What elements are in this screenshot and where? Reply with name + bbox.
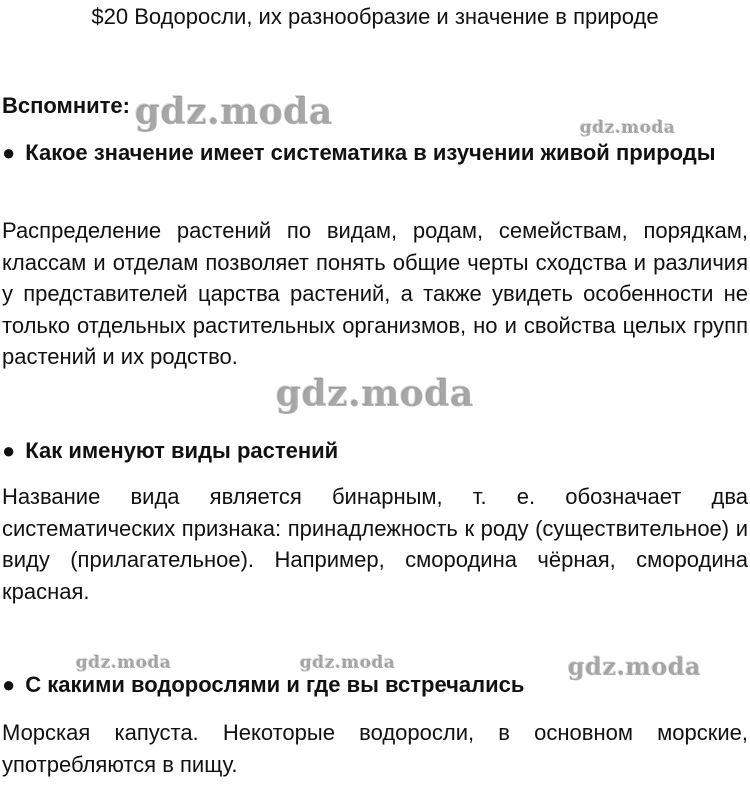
page-title: $20 Водоросли, их разнообразие и значение в природе — [91, 4, 659, 29]
watermark-logo: gdz.moda — [300, 653, 396, 673]
question-2 — [2, 435, 748, 466]
answer-2: Название вида является бинарным, т. е. обозначает два систематических признака: принадлежность к роду (существительное) и виду (прилагательное). Например, смородина чёрная, смородина красная. — [2, 484, 748, 604]
watermark-logo: gdz.moda — [76, 653, 172, 673]
watermark-logo: gdz.moda — [568, 652, 702, 681]
question-text: Как именуют виды растений — [25, 438, 339, 463]
remember-label: Вспомните: — [2, 93, 130, 118]
bullet-icon: ● — [2, 140, 16, 165]
watermark-logo: gdz.moda — [580, 118, 676, 138]
bullet-icon: ● — [2, 438, 16, 463]
question-text: С какими водорослями и где вы встречались — [25, 672, 525, 697]
question-1 — [2, 137, 748, 168]
answer-1: Распределение растений по видам, родам, семействам, порядкам, классам и отделам позволяет понять общие черты сходства и различия у представителей царства растений, а также увидеть особенности не только отдельных растительных организмов, но и свойства целых групп растений и их родство. — [2, 218, 748, 369]
answer-3: Морская капуста. Некоторые водоросли, в основном морские, употребляются в пищу. — [2, 720, 748, 777]
bullet-icon: ● — [2, 672, 16, 697]
watermark-logo: gdz.moda — [135, 91, 333, 133]
question-text: Какое значение имеет систематика в изучении живой природы — [25, 140, 716, 165]
watermark-logo: gdz.moda — [276, 373, 474, 415]
question-3 — [2, 669, 748, 700]
